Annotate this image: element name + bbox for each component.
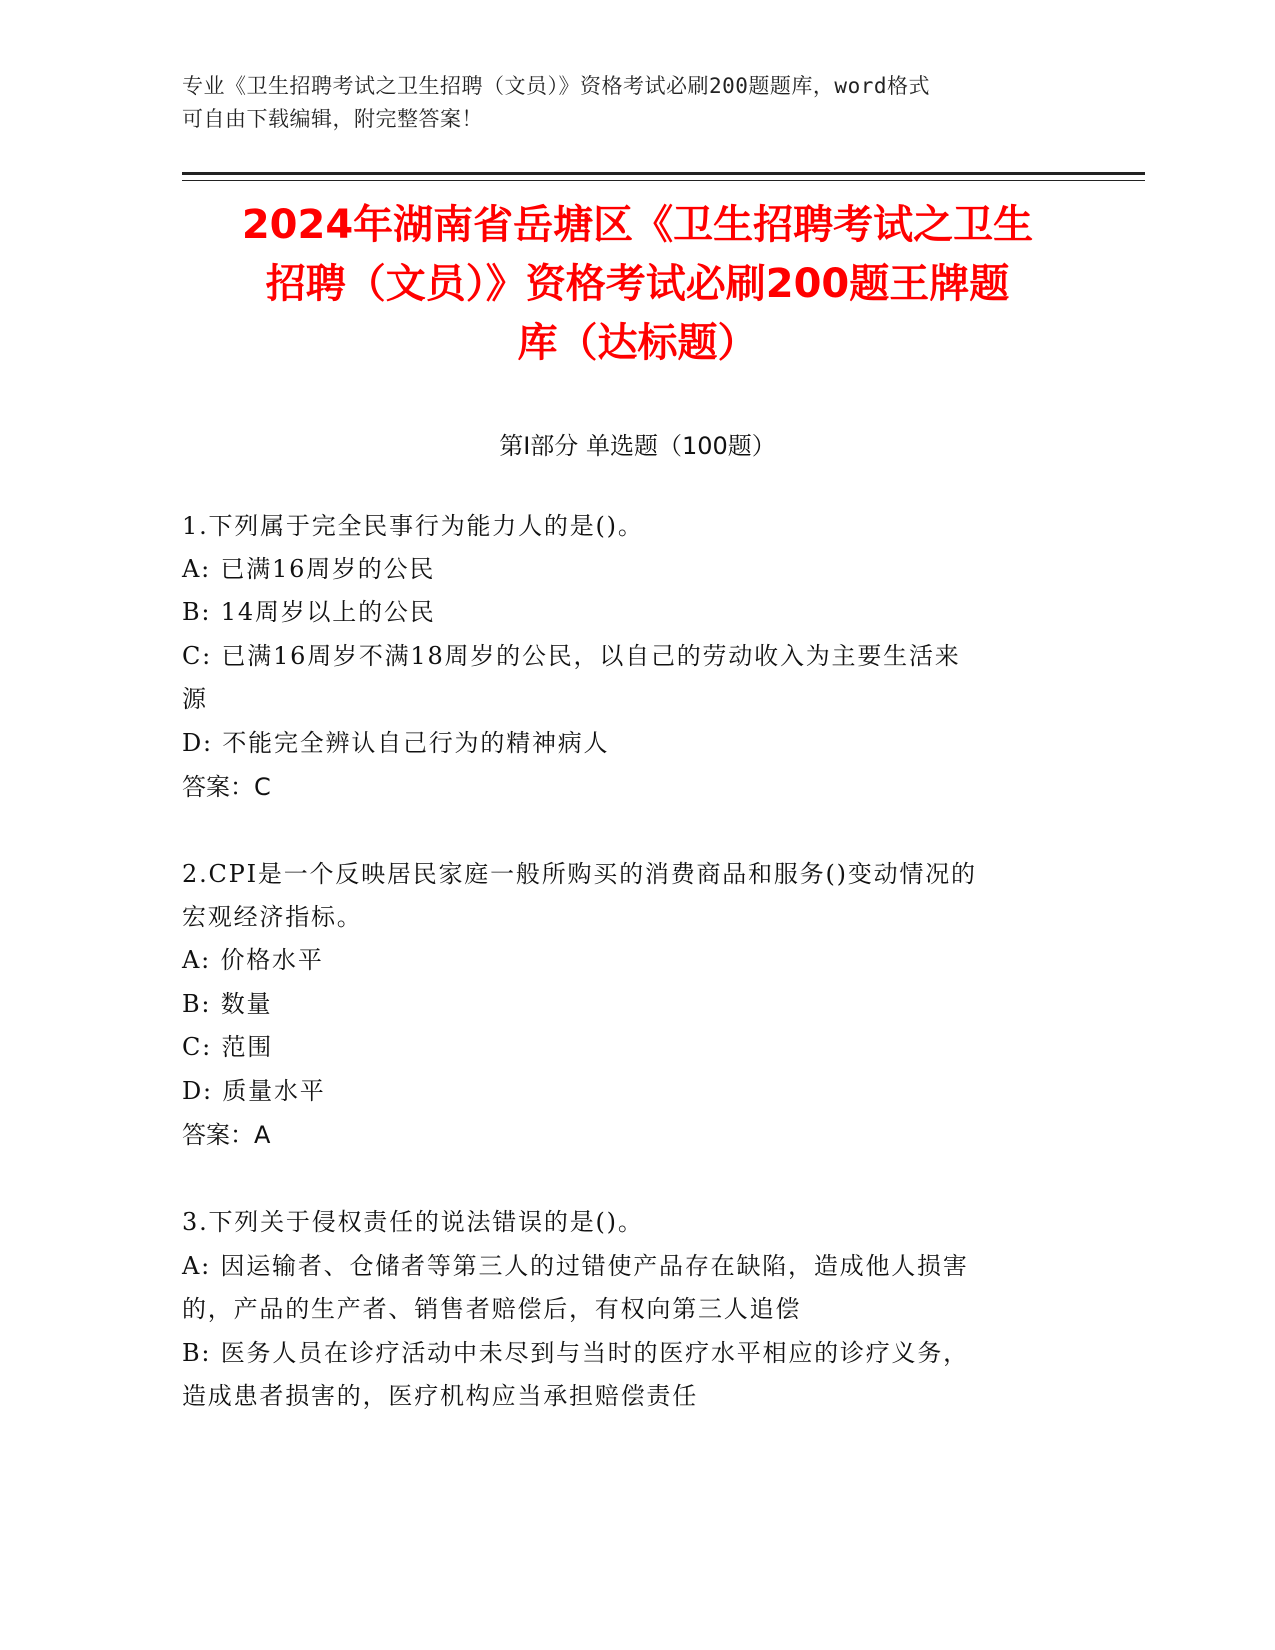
question-2-answer: 答案：A bbox=[182, 1121, 271, 1149]
section-heading: 第Ⅰ部分 单选题（100题） bbox=[499, 432, 776, 460]
question-1-option-c-cont: 源 bbox=[182, 685, 208, 713]
question-1-answer: 答案：C bbox=[182, 773, 271, 801]
question-2-option-b: B: 数量 bbox=[182, 990, 273, 1018]
title-line: 2024年湖南省岳塘区《卫生招聘考试之卫生 bbox=[241, 202, 1034, 248]
question-1-stem: 1.下列属于完全民事行为能力人的是()。 bbox=[182, 512, 644, 540]
question-3-option-a: A: 因运输者、仓储者等第三人的过错使产品存在缺陷，造成他人损害 bbox=[182, 1252, 969, 1280]
question-1-option-d: D: 不能完全辨认自己行为的精神病人 bbox=[182, 729, 610, 757]
question-2-stem-cont: 宏观经济指标。 bbox=[182, 903, 363, 931]
header-note-line: 可自由下载编辑，附完整答案！ bbox=[182, 107, 483, 131]
question-3-option-b: B: 医务人员在诊疗活动中未尽到与当时的医疗水平相应的诊疗义务， bbox=[182, 1339, 969, 1367]
question-2-option-d: D: 质量水平 bbox=[182, 1077, 326, 1105]
header-divider-thin bbox=[182, 180, 1145, 181]
title-line: 库（达标题） bbox=[517, 320, 758, 366]
question-1-option-b: B: 14周岁以上的公民 bbox=[182, 598, 436, 626]
title-line: 招聘（文员）》资格考试必刷200题王牌题 bbox=[265, 261, 1010, 307]
header-divider-thick bbox=[182, 172, 1145, 175]
question-1-option-c: C: 已满16周岁不满18周岁的公民，以自己的劳动收入为主要生活来 bbox=[182, 642, 961, 670]
question-2-option-c: C: 范围 bbox=[182, 1033, 274, 1061]
question-3-option-b-cont: 造成患者损害的，医疗机构应当承担赔偿责任 bbox=[182, 1382, 698, 1410]
question-2-stem: 2.CPI是一个反映居民家庭一般所购买的消费商品和服务()变动情况的 bbox=[182, 860, 977, 888]
document-title bbox=[150, 196, 1125, 373]
header-note bbox=[182, 70, 1042, 136]
question-3-option-a-cont: 的，产品的生产者、销售者赔偿后，有权向第三人追偿 bbox=[182, 1295, 802, 1323]
question-1-option-a: A: 已满16周岁的公民 bbox=[182, 555, 436, 583]
header-note-line: 专业《卫生招聘考试之卫生招聘（文员）》资格考试必刷200题题库，word格式 bbox=[182, 74, 930, 98]
question-2-option-a: A: 价格水平 bbox=[182, 946, 324, 974]
question-3-stem: 3.下列关于侵权责任的说法错误的是()。 bbox=[182, 1208, 644, 1236]
